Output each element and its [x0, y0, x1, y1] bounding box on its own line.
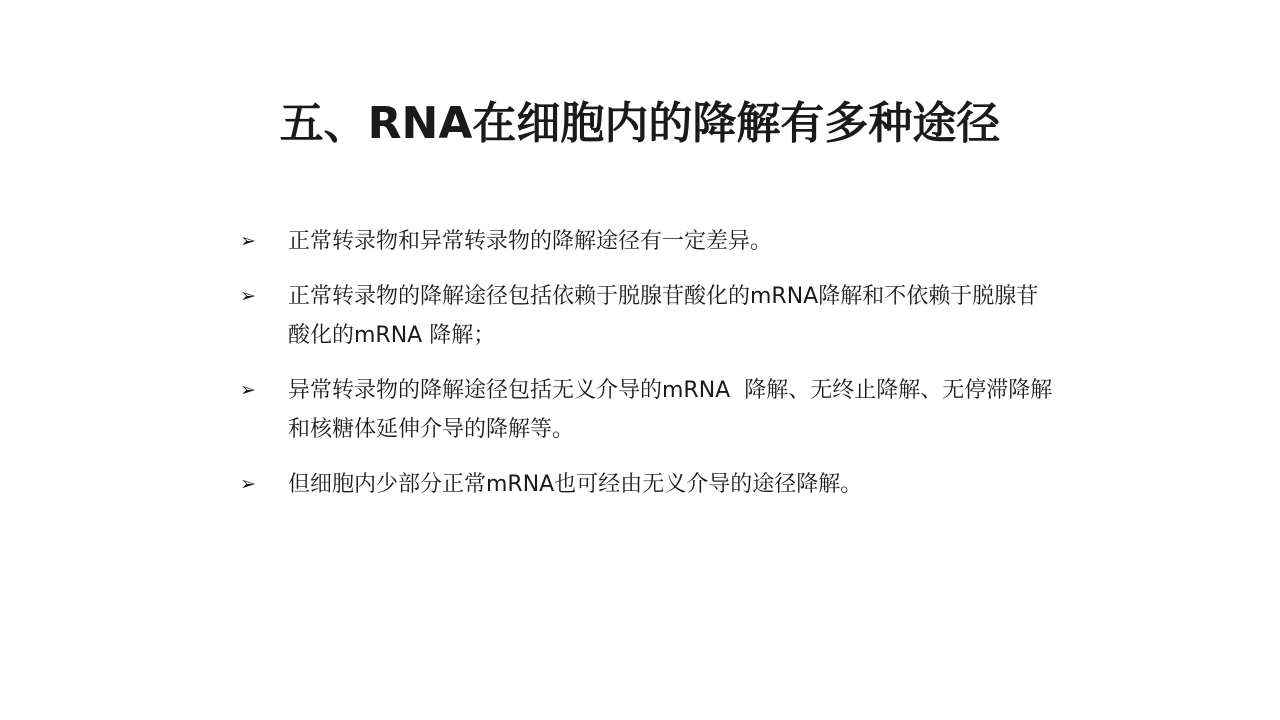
bullet-text: 正常转录物的降解途径包括依赖于脱腺苷酸化的mRNA降解和不依赖于脱腺苷酸化的mRNA 降解； [288, 284, 1039, 348]
arrow-bullet-icon: ➢ [240, 379, 256, 401]
arrow-bullet-icon: ➢ [240, 230, 256, 252]
arrow-bullet-icon: ➢ [240, 285, 256, 307]
bullet-item-3 [240, 371, 1060, 449]
slide-title: 五、RNA在细胞内的降解有多种途径 [279, 98, 1001, 149]
bullet-list [240, 222, 1060, 520]
bullet-text: 异常转录物的降解途径包括无义介导的mRNA 降解、无终止降解、无停滞降解和核糖体延伸介导的降解等。 [288, 378, 1053, 442]
arrow-bullet-icon: ➢ [240, 473, 256, 495]
bullet-item-1 [240, 222, 1060, 261]
bullet-text: 正常转录物和异常转录物的降解途径有一定差异。 [288, 229, 773, 254]
bullet-item-4 [240, 465, 1060, 504]
bullet-item-2 [240, 277, 1060, 355]
bullet-text: 但细胞内少部分正常mRNA也可经由无义介导的途径降解。 [288, 472, 863, 497]
